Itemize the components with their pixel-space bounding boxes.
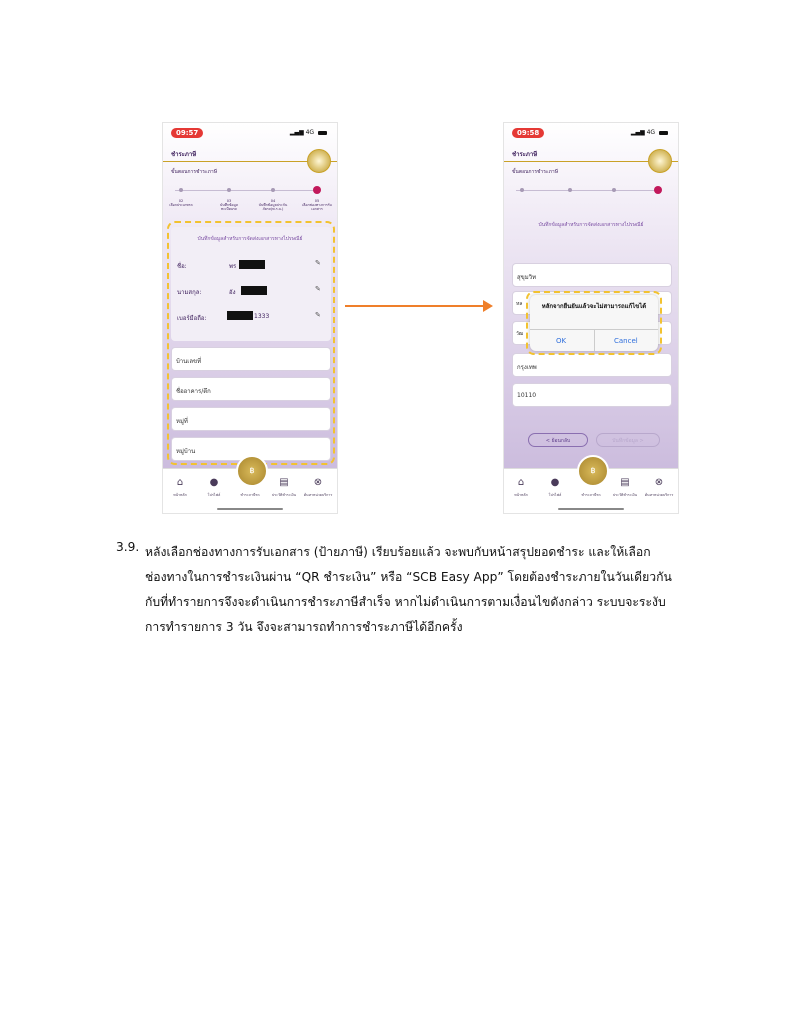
building-field[interactable]: ชื่ออาคาร/ตึก — [171, 377, 331, 401]
step-dot — [612, 188, 616, 192]
instruction-paragraph — [145, 540, 705, 640]
search-location-icon: ⊗ — [654, 477, 664, 488]
nav-find-service[interactable]: ⊗ ค้นหาหน่วยบริการ — [642, 477, 676, 498]
nav-payment-history[interactable]: ▤ ประวัติชำระเงิน — [267, 477, 301, 498]
step-label: 03 บันทึกข้อมูลทะเบียนรถ — [220, 199, 238, 211]
bottom-nav — [163, 468, 337, 513]
step-label: 04 บันทึกข้อมูลประกันภัยรถ(พ.ร.บ.) — [258, 199, 288, 211]
nav-find-service[interactable]: ⊗ ค้นหาหน่วยบริการ — [301, 477, 335, 498]
status-bar — [163, 123, 337, 141]
paragraph-line: หลังเลือกช่องทางการรับเอกสาร (ป้ายภาษี) เรียบร้อยแล้ว จะพบกับหน้าสรุปยอดชำระ และให้เลือก — [145, 545, 651, 559]
step-dot — [227, 188, 231, 192]
nav-pay-tax[interactable]: ชำระภาษีรถ — [581, 493, 601, 497]
steps-subtitle: ขั้นตอนการชำระภาษี — [171, 169, 217, 175]
profile-icon: ● — [550, 477, 560, 488]
dialog-cancel-button[interactable]: Cancel — [614, 337, 638, 345]
dialog-ok-button[interactable]: OK — [556, 337, 567, 345]
partial-label: วัฒ — [516, 331, 524, 337]
postal-code-field[interactable]: 10110 — [512, 383, 672, 407]
phone-label: เบอร์มือถือ: — [177, 315, 207, 322]
nav-profile[interactable]: ● โปรไฟล์ — [197, 477, 231, 498]
house-number-field[interactable]: บ้านเลขที่ — [171, 347, 331, 371]
step-dot-active — [654, 186, 662, 194]
home-indicator — [558, 508, 624, 510]
status-time: 09:58 — [512, 128, 544, 138]
signal-icon: ▂▄▆ — [289, 129, 304, 136]
profile-icon: ● — [209, 477, 219, 488]
back-button[interactable]: < ย้อนกลับ — [528, 433, 588, 447]
moo-field[interactable]: หมู่ที่ — [171, 407, 331, 431]
signal-indicator — [631, 129, 668, 136]
edit-pencil-icon[interactable]: ✎ — [315, 259, 321, 267]
phone-suffix: 1333 — [254, 313, 270, 320]
step-dot — [568, 188, 572, 192]
paragraph-line: ช่องทางในการชำระเงินผ่าน “QR ชำระเงิน” หรือ “SCB Easy App” โดยต้องชำระภายในวันเดียวกัน — [145, 570, 672, 584]
surname-label: นามสกุล: — [177, 289, 202, 296]
steps-subtitle: ขั้นตอนการชำระภาษี — [512, 169, 558, 175]
name-label: ชื่อ: — [177, 263, 187, 270]
partial-label: หล — [516, 301, 523, 307]
nav-home[interactable]: ⌂ หน้าหลัก — [163, 477, 197, 498]
paragraph-line: กับที่ทำรายการจึงจะดำเนินการชำระภาษีสำเร็จ หากไม่ดำเนินการตามเงื่อนไขดังกล่าว ระบบจะระงับ — [145, 595, 666, 609]
steps-track — [516, 190, 658, 191]
road-field[interactable]: สุขุมวิท — [512, 263, 672, 287]
signal-text: 4G — [646, 129, 656, 136]
village-field[interactable]: หมู่บ้าน — [171, 437, 331, 461]
emblem-logo-icon — [307, 149, 331, 173]
transition-arrow — [345, 305, 485, 307]
paragraph-line: การทำรายการ 3 วัน จึงจะสามารถทำการชำระภาษีได้อีกครั้ง — [145, 620, 463, 634]
document-icon: ▤ — [279, 477, 289, 488]
pay-tax-center-icon[interactable]: ฿ — [577, 455, 609, 487]
home-icon: ⌂ — [176, 477, 184, 488]
edit-pencil-icon[interactable]: ✎ — [315, 285, 321, 293]
save-button[interactable]: บันทึกข้อมูล > — [596, 433, 660, 447]
surname-value: อัง — [229, 289, 236, 296]
step-dot — [179, 188, 183, 192]
home-icon: ⌂ — [517, 477, 525, 488]
highlight-dashed-box — [526, 291, 662, 355]
section-number: 3.9. — [116, 540, 140, 554]
nav-profile[interactable]: ● โปรไฟล์ — [538, 477, 572, 498]
header-title: ชำระภาษี — [171, 151, 197, 158]
nav-home[interactable]: ⌂ หน้าหลัก — [504, 477, 538, 498]
step-dot — [520, 188, 524, 192]
dialog-message: หลักจากยืนยันแล้วจะไม่สามารถแก้ไขได้ — [541, 303, 647, 310]
delivery-banner: บันทึกข้อมูลสำหรับการจัดส่งเอกสารทางไปรษณีย์ — [197, 236, 303, 242]
step-dot — [271, 188, 275, 192]
step-label: 02 เลือกประเภทรถ — [169, 199, 193, 207]
status-bar — [504, 123, 678, 141]
edit-pencil-icon[interactable]: ✎ — [315, 311, 321, 319]
status-time: 09:57 — [171, 128, 203, 138]
emblem-logo-icon — [648, 149, 672, 173]
name-value: พร — [229, 263, 237, 270]
battery-icon — [659, 131, 668, 135]
home-indicator — [217, 508, 283, 510]
signal-text: 4G — [305, 129, 315, 136]
pay-tax-center-icon[interactable]: ฿ — [236, 455, 268, 487]
step-label: 05 เลือกช่องทางการรับเอกสาร — [302, 199, 332, 211]
province-field[interactable]: กรุงเทพ — [512, 353, 672, 377]
step-dot-active — [313, 186, 321, 194]
delivery-banner: บันทึกข้อมูลสำหรับการจัดส่งเอกสารทางไปรษณีย์ — [538, 222, 644, 228]
highlight-dashed-box — [167, 221, 335, 465]
header-title: ชำระภาษี — [512, 151, 538, 158]
battery-icon — [318, 131, 327, 135]
search-location-icon: ⊗ — [313, 477, 323, 488]
bottom-nav — [504, 468, 678, 513]
signal-indicator — [290, 129, 327, 136]
arrow-head-icon — [483, 300, 493, 312]
left-phone-screenshot — [162, 122, 338, 514]
signal-icon: ▂▄▆ — [630, 129, 645, 136]
nav-payment-history[interactable]: ▤ ประวัติชำระเงิน — [608, 477, 642, 498]
right-phone-screenshot — [503, 122, 679, 514]
steps-track — [175, 190, 317, 191]
nav-pay-tax[interactable]: ชำระภาษีรถ — [240, 493, 260, 497]
document-icon: ▤ — [620, 477, 630, 488]
